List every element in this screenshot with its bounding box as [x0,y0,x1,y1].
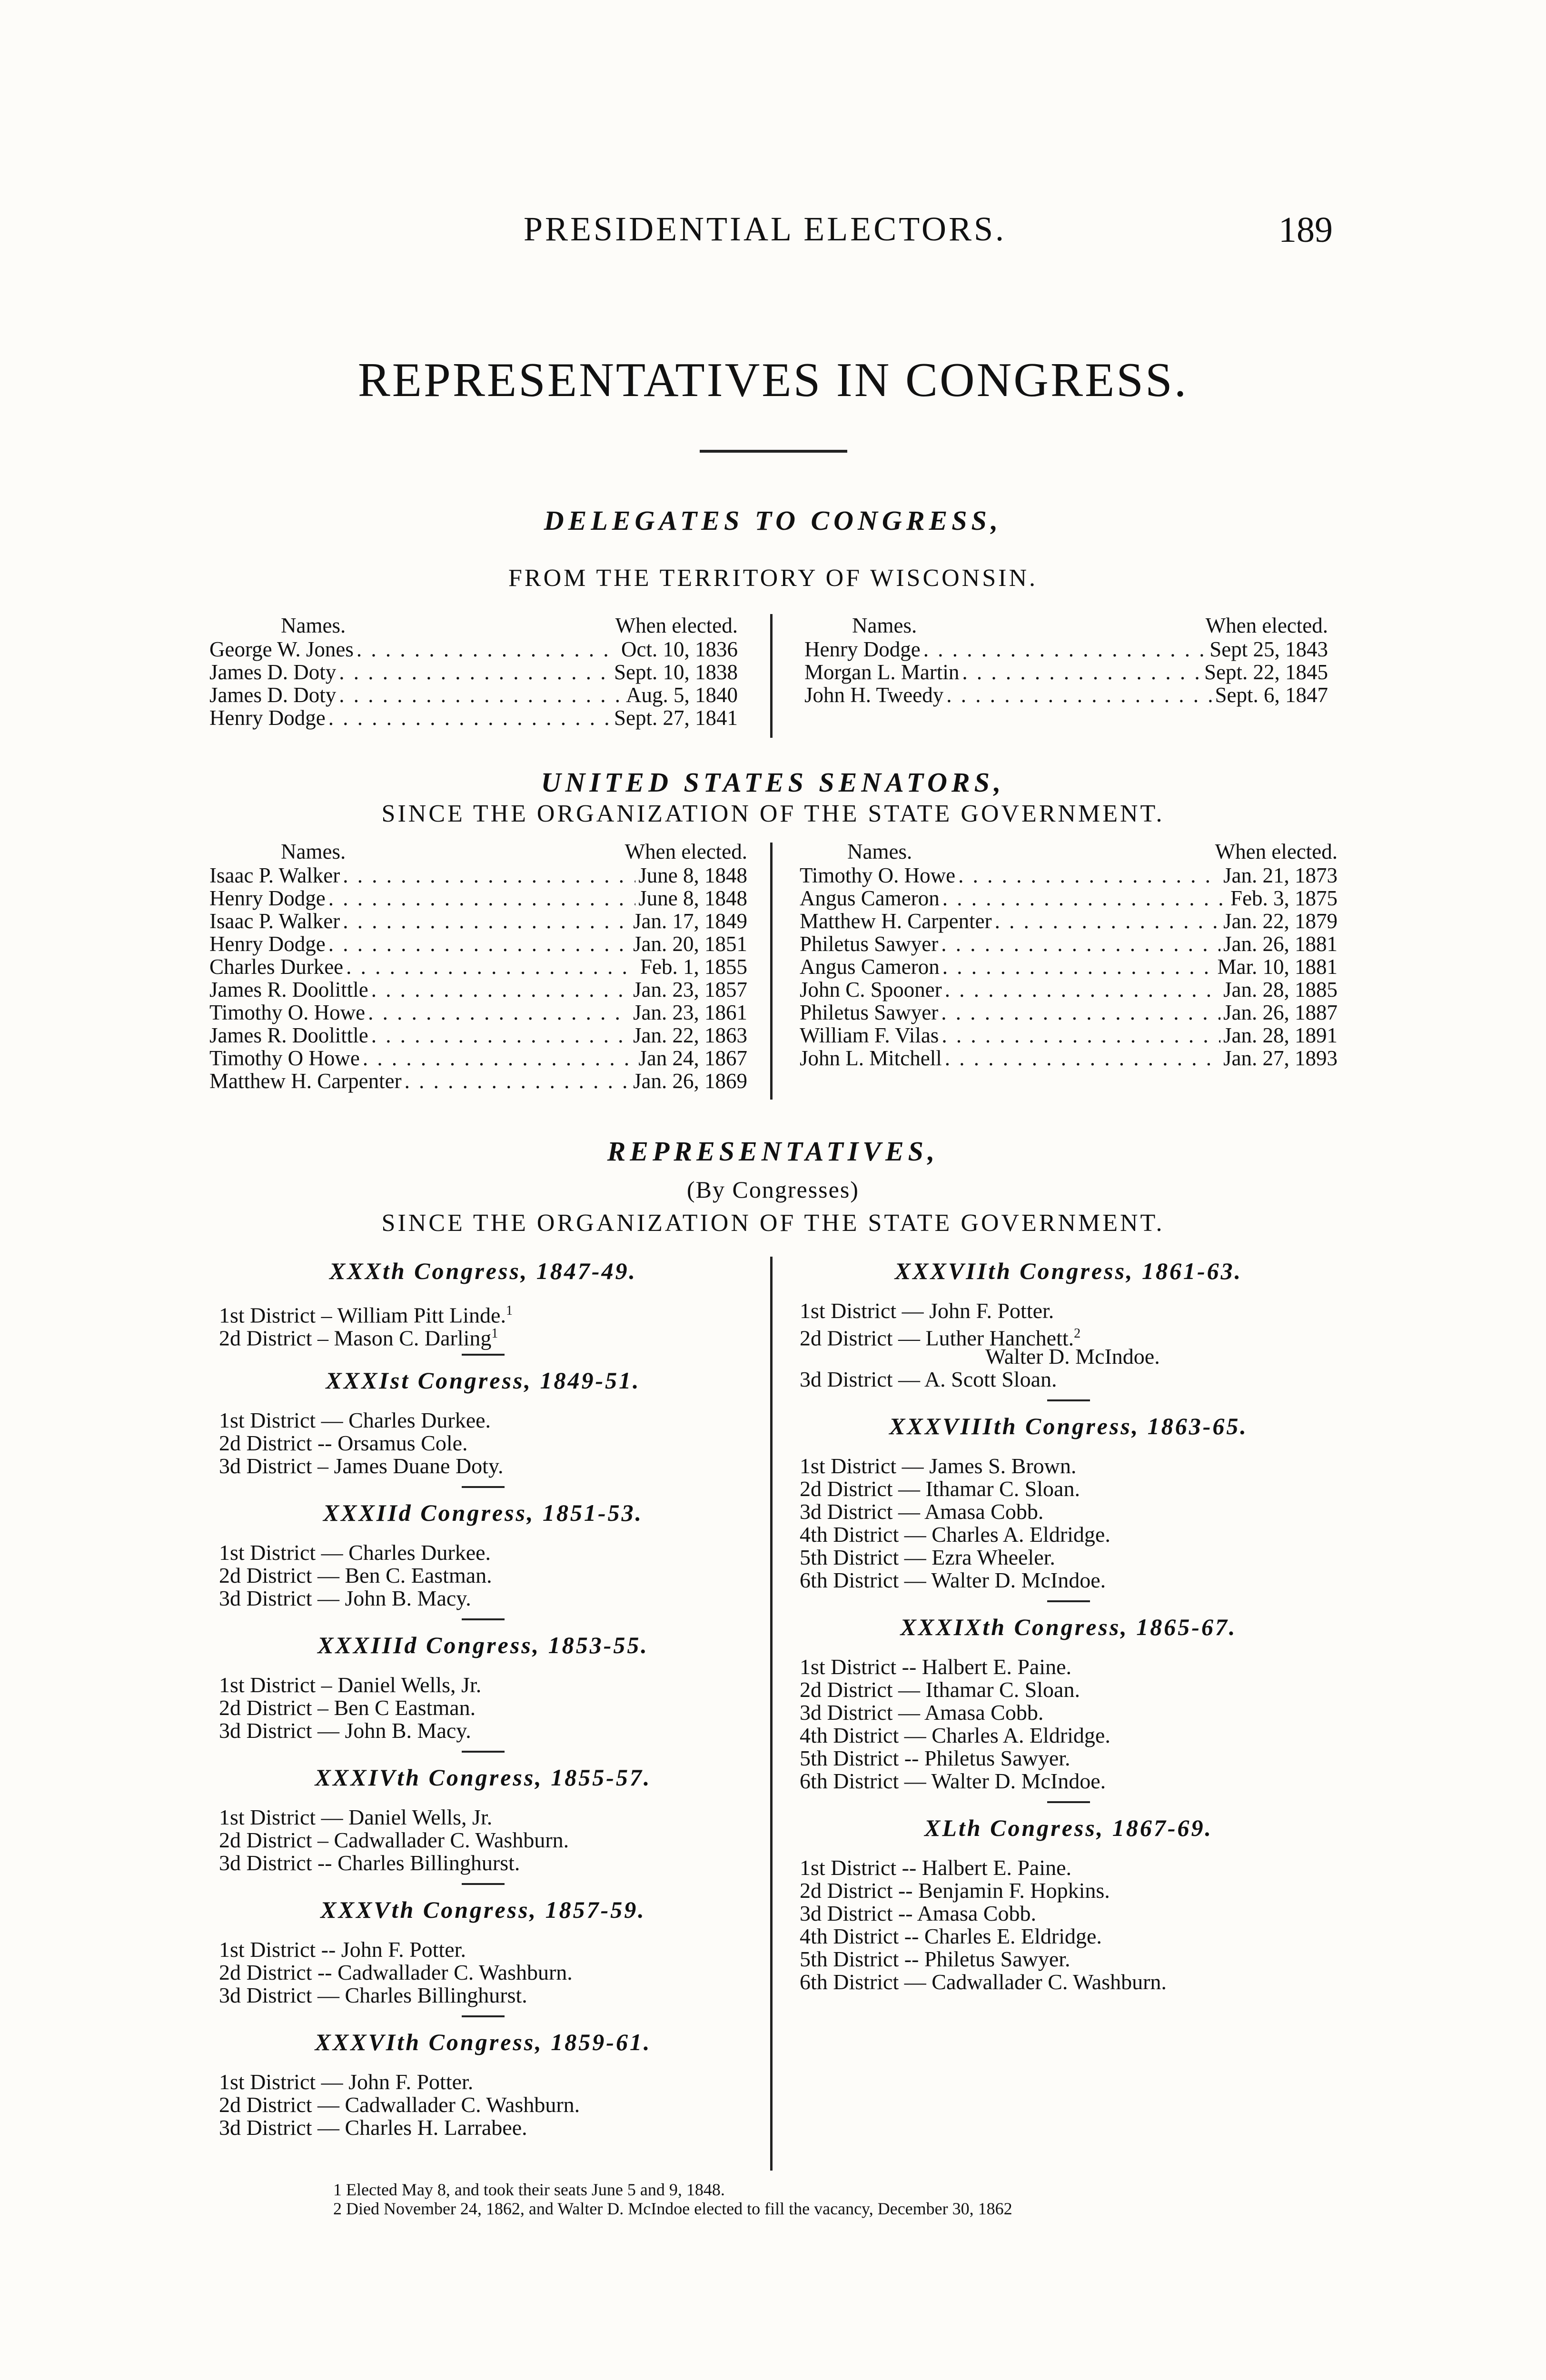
dot-leader [946,684,1212,706]
dot-leader [405,1070,630,1092]
column-header [209,614,738,638]
list-item [800,1001,1338,1024]
member-name: Henry Dodge [804,637,921,661]
election-date: Mar. 10, 1881 [1217,955,1338,979]
dot-leader [945,978,1220,1001]
district-entry [800,1701,1338,1724]
congress-heading: XXXIXth Congress, 1865-67. [900,1614,1237,1640]
senators-right-list [800,840,1338,1070]
district-text: 1st District — James S. Brown. [800,1454,1077,1478]
dot-leader [941,1024,1220,1047]
column-header [800,840,1338,864]
names-heading: Names. [281,840,346,863]
district-text: 6th District — Walter D. McIndoe. [800,1769,1106,1793]
election-date: Oct. 10, 1836 [621,637,738,661]
dot-leader [343,910,630,932]
congress-heading: XXXIIId Congress, 1853-55. [317,1632,649,1658]
district-text: 4th District — Charles A. Eldridge. [800,1723,1110,1747]
list-item [800,932,1338,955]
elected-heading: When elected. [624,840,747,863]
member-name: William F. Vilas [800,1023,939,1047]
district-text: 1st District – William Pitt Linde. [219,1303,506,1328]
member-name: Timothy O. Howe [209,1001,366,1024]
district-text: 2d District — Ithamar C. Sloan. [800,1477,1080,1501]
list-item [800,1024,1338,1047]
dot-leader [942,955,1215,978]
member-name: Matthew H. Carpenter [209,1069,402,1093]
election-date: Jan. 28, 1891 [1223,1023,1338,1047]
footnote-marker: 1 [491,1326,498,1341]
list-item [209,955,747,978]
footnote-marker: 2 [1074,1326,1081,1341]
district-entry [800,1656,1338,1678]
member-name: Angus Cameron [800,955,940,979]
election-date: Jan. 26, 1881 [1223,932,1338,956]
congress-heading: XXXVth Congress, 1857-59. [320,1896,646,1923]
district-entry [800,1455,1338,1478]
district-entry [219,1938,747,1961]
election-date: Jan 24, 1867 [638,1046,747,1070]
election-date: Feb. 3, 1875 [1230,886,1338,910]
district-text: 5th District — Ezra Wheeler. [800,1545,1055,1569]
member-name: Philetus Sawyer [800,1001,939,1024]
list-item [209,910,747,932]
district-text: 3d District — Amasa Cobb. [800,1700,1044,1725]
names-heading: Names. [281,614,346,637]
separator-rule [1047,1600,1090,1602]
district-text: 2d District – Cadwallader C. Washburn. [219,1828,569,1852]
senators-subtitle: SINCE THE ORGANIZATION OF THE STATE GOVERNMENT. [381,800,1165,827]
election-date: Jan. 17, 1849 [633,909,747,933]
election-date: June 8, 1848 [638,886,747,910]
district-text: 2d District — Ben C. Eastman. [219,1563,492,1587]
elected-heading: When elected. [1215,840,1338,863]
footnote-marker: 1 [505,1303,513,1318]
district-entry [219,1696,747,1719]
separator-rule [462,1751,505,1753]
district-entry [800,1322,1338,1350]
district-entry [800,1299,1338,1322]
list-item [209,978,747,1001]
member-name: John H. Tweedy [804,683,944,707]
column-divider [770,614,773,738]
district-entry [800,1724,1338,1747]
election-date: Sept. 22, 1845 [1204,660,1328,684]
member-name: Philetus Sawyer [800,932,939,956]
member-name: Henry Dodge [209,886,326,910]
list-item [804,661,1328,684]
congress-heading: XXXVIth Congress, 1859-61. [315,2029,652,2055]
dot-leader [995,910,1220,932]
list-item [209,864,747,887]
elected-heading: When elected. [615,614,738,637]
member-name: James D. Doty [209,660,337,684]
dot-leader [371,978,630,1001]
member-name: James R. Doolittle [209,1023,368,1047]
election-date: Jan. 22, 1863 [633,1023,747,1047]
district-entry [219,1829,747,1852]
list-item [209,638,738,661]
senators-title: UNITED STATES SENATORS, [541,767,1005,798]
district-entry [219,2116,747,2139]
election-date: Jan. 21, 1873 [1223,863,1338,887]
district-text: 3d District -- Amasa Cobb. [800,1901,1036,1925]
separator-rule [462,1354,505,1356]
district-text: 3d District — Amasa Cobb. [800,1499,1044,1524]
election-date: June 8, 1848 [638,863,747,887]
member-name: James R. Doolittle [209,978,368,1002]
election-date: Jan. 28, 1885 [1223,978,1338,1002]
dot-leader [328,706,611,729]
election-date: Jan. 23, 1861 [633,1001,747,1024]
election-date: Jan. 23, 1857 [633,978,747,1002]
column-header [209,840,747,864]
delegates-title: DELEGATES TO CONGRESS, [544,505,1002,536]
district-entry [219,1299,747,1328]
delegates-subtitle: FROM THE TERRITORY OF WISCONSIN. [508,565,1038,592]
district-text: 1st District -- Halbert E. Paine. [800,1855,1072,1880]
congress-heading: XXXIVth Congress, 1855-57. [315,1764,652,1791]
representatives-subtitle: SINCE THE ORGANIZATION OF THE STATE GOVERNMENT. [381,1210,1165,1237]
district-text: 1st District — John F. Potter. [219,2070,474,2094]
district-entry [800,1925,1338,1948]
delegates-left-list [209,614,738,729]
district-text: 1st District -- John F. Potter. [219,1937,466,1962]
names-heading: Names. [852,614,917,637]
district-text: 2d District — Ithamar C. Sloan. [800,1677,1080,1702]
dot-leader [346,955,637,978]
district-text: 5th District -- Philetus Sawyer. [800,1947,1070,1971]
dot-leader [941,1001,1220,1024]
separator-rule [462,1883,505,1885]
separator-rule [462,2015,505,2017]
district-text: 5th District -- Philetus Sawyer. [800,1746,1070,1770]
representatives-right-column [800,1257,1338,1993]
delegates-right-list [804,614,1328,706]
district-text: 1st District – Daniel Wells, Jr. [219,1673,482,1697]
names-heading: Names. [847,840,912,863]
member-name: Henry Dodge [209,706,326,730]
dot-leader [339,684,623,706]
list-item [209,684,738,706]
district-text: Walter D. McIndoe. [985,1344,1160,1368]
member-name: Matthew H. Carpenter [800,909,992,933]
district-text: 2d District – Ben C Eastman. [219,1696,476,1720]
congress-heading: XXXIId Congress, 1851-53. [323,1499,644,1526]
election-date: Sept. 27, 1841 [614,706,738,730]
district-entry [219,1984,747,2007]
column-header [804,614,1328,638]
page-header [524,209,1333,248]
list-item [209,1070,747,1092]
district-entry [219,1432,747,1455]
member-name: Isaac P. Walker [209,863,340,887]
district-entry [800,1948,1338,1971]
district-entry [219,2093,747,2116]
district-entry [219,1719,747,1742]
district-entry [800,1770,1338,1793]
member-name: John C. Spooner [800,978,942,1002]
election-date: Jan. 26, 1887 [1223,1001,1338,1024]
dot-leader [328,887,636,910]
dot-leader [962,661,1201,684]
election-date: Aug. 5, 1840 [626,683,738,707]
election-date: Jan. 20, 1851 [633,932,747,956]
list-item [800,978,1338,1001]
congress-heading: XXXth Congress, 1847-49. [329,1258,637,1284]
district-text: 2d District -- Cadwallader C. Washburn. [219,1960,573,1984]
district-entry [219,1322,747,1350]
district-text: 3d District — Charles Billinghurst. [219,1983,527,2007]
district-text: 1st District — Charles Durkee. [219,1408,491,1432]
district-text: 4th District — Charles A. Eldridge. [800,1522,1110,1547]
election-date: Jan. 26, 1869 [633,1069,747,1093]
dot-leader [357,638,618,661]
representatives-left-column [219,1257,747,2139]
list-item [209,887,747,910]
district-entry [800,1500,1338,1523]
list-item [209,1047,747,1070]
list-item [800,1047,1338,1070]
district-text: 1st District — Daniel Wells, Jr. [219,1805,493,1829]
member-name: Angus Cameron [800,886,940,910]
district-entry [800,1856,1338,1879]
election-date: Sept. 10, 1838 [614,660,738,684]
page-number: 189 [1278,210,1333,250]
list-item [209,1001,747,1024]
dot-leader [363,1047,635,1070]
district-entry [219,1564,747,1587]
district-entry [800,1368,1338,1391]
dot-leader [343,864,635,887]
dot-leader [945,1047,1220,1070]
district-entry [219,1806,747,1829]
district-text: 3d District – James Duane Doty. [219,1454,504,1478]
congress-heading: XLth Congress, 1867-69. [924,1815,1213,1841]
district-text: 1st District — John F. Potter. [800,1299,1054,1323]
footnote-1: 1 Elected May 8, and took their seats June 5 and 9, 1848. [333,2180,725,2199]
list-item [800,910,1338,932]
list-item [800,887,1338,910]
district-entry [219,1541,747,1564]
district-text: 6th District — Cadwallader C. Washburn. [800,1970,1167,1994]
list-item [800,955,1338,978]
separator-rule [462,1486,505,1488]
election-date: Sept 25, 1843 [1209,637,1328,661]
list-item [800,864,1338,887]
district-entry [219,1961,747,1984]
column-divider [770,1257,773,2171]
dot-leader [368,1001,630,1024]
district-text: 1st District -- Halbert E. Paine. [800,1655,1072,1679]
member-name: James D. Doty [209,683,337,707]
title-rule [700,450,847,453]
district-text: 3d District — John B. Macy. [219,1586,471,1610]
list-item [209,1024,747,1047]
election-date: Sept. 6, 1847 [1215,683,1328,707]
footnotes [333,2180,1342,2218]
district-entry [219,2071,747,2093]
member-name: Charles Durkee [209,955,344,979]
congress-heading: XXXVIIIth Congress, 1863-65. [889,1413,1248,1439]
district-entry [219,1409,747,1432]
footnote-2: 2 Died November 24, 1862, and Walter D. McIndoe elected to fill the vacancy, December 30, 1862 [333,2199,1012,2218]
senators-left-list [209,840,747,1092]
running-title: PRESIDENTIAL ELECTORS. [524,210,1007,248]
district-entry [800,1678,1338,1701]
column-divider [770,843,773,1100]
list-item [209,932,747,955]
separator-rule [462,1618,505,1620]
member-name: Henry Dodge [209,932,326,956]
congress-heading: XXXVIIth Congress, 1861-63. [894,1258,1243,1284]
elected-heading: When elected. [1205,614,1328,637]
district-entry [800,1902,1338,1925]
separator-rule [1047,1801,1090,1803]
district-text: 2d District — Luther Hanchett. [800,1326,1074,1350]
district-entry [800,1523,1338,1546]
district-text: 2d District — Cadwallader C. Washburn. [219,2092,580,2117]
member-name: Morgan L. Martin [804,660,960,684]
by-congresses-line: (By Congresses) [687,1176,859,1203]
district-entry [800,1971,1338,1993]
list-item [209,706,738,729]
district-text: 3d District — John B. Macy. [219,1718,471,1743]
list-item [804,684,1328,706]
district-entry [800,1478,1338,1500]
dot-leader [371,1024,630,1047]
election-date: Jan. 22, 1879 [1223,909,1338,933]
member-name: Timothy O. Howe [800,863,956,887]
election-date: Feb. 1, 1855 [640,955,747,979]
district-text: 2d District – Mason C. Darling [219,1326,492,1350]
member-name: George W. Jones [209,637,354,661]
district-entry [219,1674,747,1696]
congress-heading: XXXIst Congress, 1849-51. [326,1367,641,1394]
district-text: 3d District — Charles H. Larrabee. [219,2115,527,2140]
district-text: 1st District — Charles Durkee. [219,1540,491,1565]
district-entry [800,1879,1338,1902]
district-text: 4th District -- Charles E. Eldridge. [800,1924,1102,1948]
list-item [804,638,1328,661]
district-text: 2d District -- Benjamin F. Hopkins. [800,1878,1110,1903]
dot-leader [923,638,1207,661]
main-title: REPRESENTATIVES IN CONGRESS. [357,353,1189,407]
dot-leader [328,932,630,955]
dot-leader [339,661,611,684]
district-entry [800,1546,1338,1569]
election-date: Jan. 27, 1893 [1223,1046,1338,1070]
member-name: Isaac P. Walker [209,909,340,933]
district-text: 3d District — A. Scott Sloan. [800,1367,1057,1391]
district-entry [800,1747,1338,1770]
member-name: John L. Mitchell [800,1046,942,1070]
district-text: 3d District -- Charles Billinghurst. [219,1851,520,1875]
district-text: 2d District -- Orsamus Cole. [219,1431,468,1455]
member-name: Timothy O Howe [209,1046,360,1070]
district-text: 6th District — Walter D. McIndoe. [800,1568,1106,1592]
district-entry [219,1455,747,1478]
district-entry [219,1587,747,1610]
district-entry [800,1569,1338,1592]
district-entry [219,1852,747,1874]
dot-leader [942,887,1228,910]
separator-rule [1047,1399,1090,1401]
representatives-title: REPRESENTATIVES, [607,1136,939,1167]
list-item [209,661,738,684]
dot-leader [941,932,1220,955]
dot-leader [958,864,1220,887]
